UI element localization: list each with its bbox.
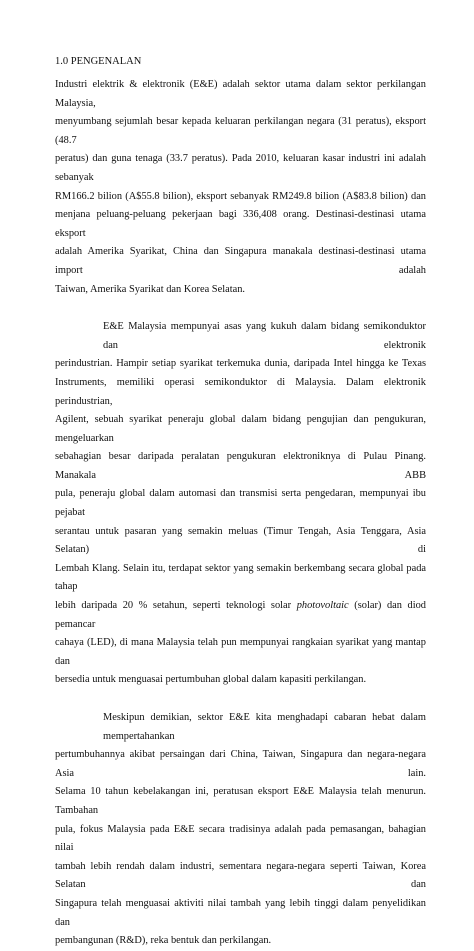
text-line: peratus) dan guna tenaga (33.7 peratus). Pada 2010, keluaran kasar industri ini adalah sebanyak <box>55 153 426 183</box>
text-line: E&E Malaysia mempunyai asas yang kukuh dalam bidang semikonduktor dan elektronik <box>103 321 426 351</box>
text-line: pembangunan (R&D), reka bentuk dan perkilangan. <box>55 935 272 947</box>
text-line: adalah Amerika Syarikat, China dan Singapura manakala destinasi-destinasi utama import adalah <box>55 246 426 276</box>
text-line: pertumbuhannya akibat persaingan dari China, Taiwan, Singapura dan negara-negara Asia lain. <box>55 749 426 779</box>
text-line: RM166.2 bilion (A$55.8 bilion), eksport sebanyak RM249.8 bilion (A$83.8 bilion) dan <box>55 190 426 202</box>
text-line: sebahagian besar daripada peralatan pengukuran elektroniknya di Pulau Pinang. Manakala ABB <box>55 451 426 481</box>
text-line: menyumbang sejumlah besar kepada keluaran perkilangan negara (31 peratus), eksport (48.7 <box>55 116 426 146</box>
text-line: Selama 10 tahun kebelakangan ini, peratusan eksport E&E Malaysia telah menurun. Tambahan <box>55 786 426 816</box>
text-segment: lebih daripada 20 % setahun, seperti teknologi solar <box>55 600 297 612</box>
text-line: Taiwan, Amerika Syarikat dan Korea Selatan. <box>55 283 245 295</box>
text-line: Meskipun demikian, sektor E&E kita menghadapi cabaran hebat dalam mempertahankan <box>103 712 426 742</box>
text-line: Lembah Klang. Selain itu, terdapat sektor yang semakin berkembang secara global pada tahap <box>55 562 426 593</box>
text-line: tambah lebih rendah dalam industri, sementara negara-negara seperti Taiwan, Korea Selatan dan <box>55 860 426 891</box>
text-line: Instruments, memiliki operasi semikonduktor di Malaysia. Dalam elektronik perindustrian, <box>55 376 426 407</box>
text-segment: (solar) dan diod pemancar <box>55 600 427 630</box>
text-line: cahaya (LED), di mana Malaysia telah pun mempunyai rangkaian syarikat yang mantap dan <box>55 637 426 667</box>
text-line: Agilent, sebuah syarikat peneraju global dalam bidang pengujian dan pengukuran, mengeluarkan <box>55 414 426 444</box>
section-heading: 1.0 PENGENALAN <box>55 56 142 67</box>
paragraph-introduction <box>55 76 426 299</box>
paragraph-challenges <box>55 709 426 951</box>
text-line <box>55 597 426 634</box>
text-line: serantau untuk pasaran yang semakin meluas (Timur Tengah, Asia Tenggara, Asia Selatan) di <box>55 525 426 556</box>
italic-term: photovoltaic <box>296 600 349 612</box>
paragraph-semiconductor <box>55 318 426 690</box>
text-line: Industri elektrik & elektronik (E&E) adalah sektor utama dalam sektor perkilangan Malaysia, <box>55 79 426 109</box>
text-line: Singapura telah menguasai aktiviti nilai tambah yang lebih tinggi dalam penyelidikan dan <box>55 897 426 928</box>
text-line: pula, fokus Malaysia pada E&E secara tradisinya adalah pada pemasangan, bahagian nilai <box>55 823 426 854</box>
text-line: bersedia untuk menguasai pertumbuhan global dalam kapasiti perkilangan. <box>55 674 367 686</box>
text-line: pula, peneraju global dalam automasi dan transmisi serta pengedaran, mempunyai ibu pejabat <box>55 488 426 519</box>
text-line: perindustrian. Hampir setiap syarikat terkemuka dunia, daripada Intel hingga ke Texas <box>55 358 426 370</box>
text-line: menjana peluang-peluang pekerjaan bagi 336,408 orang. Destinasi-destinasi utama eksport <box>55 209 426 239</box>
